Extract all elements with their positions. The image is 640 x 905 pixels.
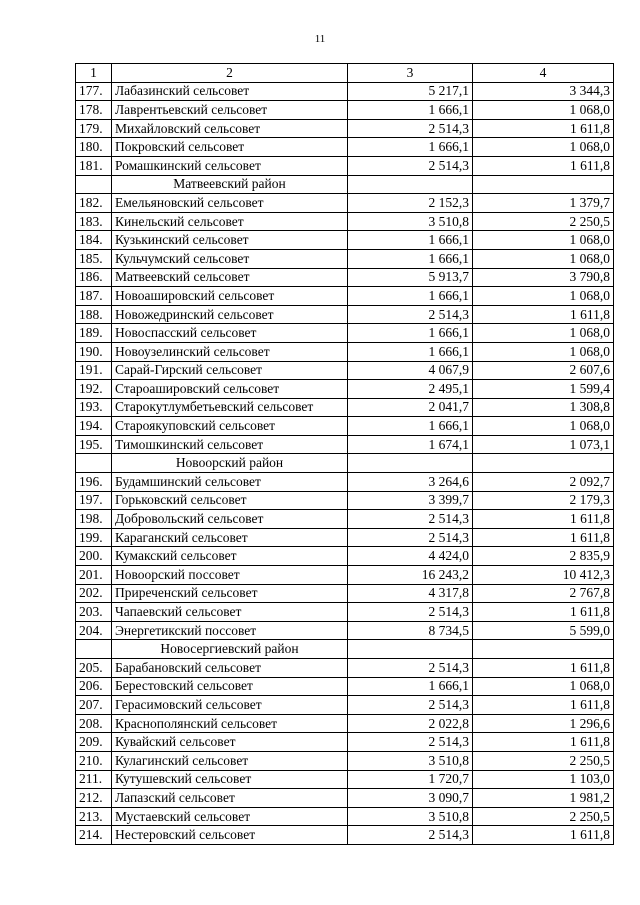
table-row bbox=[76, 398, 614, 417]
settlement-name: Чапаевский сельсовет bbox=[112, 603, 348, 622]
value-col4: 1 611,8 bbox=[473, 510, 614, 529]
row-number-cell bbox=[76, 454, 112, 473]
row-number: 187. bbox=[76, 287, 112, 306]
table-row bbox=[76, 194, 614, 213]
value-col4: 1 611,8 bbox=[473, 528, 614, 547]
row-number: 197. bbox=[76, 491, 112, 510]
settlement-name: Тимошкинский сельсовет bbox=[112, 435, 348, 454]
row-number: 204. bbox=[76, 621, 112, 640]
settlement-name: Михайловский сельсовет bbox=[112, 119, 348, 138]
district-header-row bbox=[76, 454, 614, 473]
value-col3: 5 913,7 bbox=[348, 268, 473, 287]
value-col3: 3 510,8 bbox=[348, 807, 473, 826]
settlement-name: Лапазский сельсовет bbox=[112, 789, 348, 808]
settlement-name: Герасимовский сельсовет bbox=[112, 696, 348, 715]
table-row bbox=[76, 435, 614, 454]
table-row bbox=[76, 287, 614, 306]
row-number: 182. bbox=[76, 194, 112, 213]
row-number: 194. bbox=[76, 417, 112, 436]
row-number: 198. bbox=[76, 510, 112, 529]
settlement-name: Лабазинский сельсовет bbox=[112, 82, 348, 101]
value-col4: 1 068,0 bbox=[473, 324, 614, 343]
district-header-row bbox=[76, 175, 614, 194]
table-row bbox=[76, 156, 614, 175]
settlement-name: Кульчумский сельсовет bbox=[112, 249, 348, 268]
row-number: 190. bbox=[76, 342, 112, 361]
value-col4: 1 296,6 bbox=[473, 714, 614, 733]
value-col3: 16 243,2 bbox=[348, 566, 473, 585]
table-row bbox=[76, 342, 614, 361]
row-number: 210. bbox=[76, 751, 112, 770]
table-row bbox=[76, 212, 614, 231]
settlement-name: Новоаширoвский сельсовет bbox=[112, 287, 348, 306]
value-col3: 3 399,7 bbox=[348, 491, 473, 510]
table-row bbox=[76, 826, 614, 845]
table-row bbox=[76, 547, 614, 566]
value-col4: 1 611,8 bbox=[473, 603, 614, 622]
settlement-name: Новоспасский сельсовет bbox=[112, 324, 348, 343]
settlement-name: Мустаевский сельсовет bbox=[112, 807, 348, 826]
table-body bbox=[76, 64, 614, 845]
value-col4-cell bbox=[473, 454, 614, 473]
value-col4: 1 308,8 bbox=[473, 398, 614, 417]
value-col4: 2 767,8 bbox=[473, 584, 614, 603]
value-col3: 1 666,1 bbox=[348, 249, 473, 268]
value-col3: 2 022,8 bbox=[348, 714, 473, 733]
value-col4: 3 344,3 bbox=[473, 82, 614, 101]
table-row bbox=[76, 770, 614, 789]
settlement-name: Кузькинский сельсовет bbox=[112, 231, 348, 250]
table-row bbox=[76, 305, 614, 324]
table-row bbox=[76, 119, 614, 138]
value-col3: 8 734,5 bbox=[348, 621, 473, 640]
settlement-name: Краснополянский сельсовет bbox=[112, 714, 348, 733]
value-col4: 1 611,8 bbox=[473, 156, 614, 175]
value-col3: 4 317,8 bbox=[348, 584, 473, 603]
table-row bbox=[76, 380, 614, 399]
district-name: Новосергиевский район bbox=[112, 640, 348, 659]
value-col3: 2 041,7 bbox=[348, 398, 473, 417]
settlement-name: Староаширoвский сельсовет bbox=[112, 380, 348, 399]
value-col3: 2 514,3 bbox=[348, 826, 473, 845]
value-col3: 2 514,3 bbox=[348, 659, 473, 678]
row-number: 207. bbox=[76, 696, 112, 715]
value-col3: 1 666,1 bbox=[348, 677, 473, 696]
row-number: 195. bbox=[76, 435, 112, 454]
district-name: Матвеевский район bbox=[112, 175, 348, 194]
value-col4: 1 611,8 bbox=[473, 659, 614, 678]
value-col4: 10 412,3 bbox=[473, 566, 614, 585]
page-number: 11 bbox=[314, 33, 326, 45]
settlement-name: Барабановский сельсовет bbox=[112, 659, 348, 678]
settlement-name: Горьковский сельсовет bbox=[112, 491, 348, 510]
value-col3: 2 514,3 bbox=[348, 603, 473, 622]
settlement-name: Староякуповский сельсовет bbox=[112, 417, 348, 436]
value-col4: 1 068,0 bbox=[473, 231, 614, 250]
column-header-2: 2 bbox=[112, 64, 348, 83]
row-number: 200. bbox=[76, 547, 112, 566]
table-row bbox=[76, 361, 614, 380]
row-number: 179. bbox=[76, 119, 112, 138]
value-col3: 1 666,1 bbox=[348, 287, 473, 306]
row-number: 193. bbox=[76, 398, 112, 417]
table-row bbox=[76, 101, 614, 120]
value-col3: 1 674,1 bbox=[348, 435, 473, 454]
value-col3: 2 514,3 bbox=[348, 733, 473, 752]
settlement-name: Старокутлумбетьевский сельсовет bbox=[112, 398, 348, 417]
value-col4: 1 981,2 bbox=[473, 789, 614, 808]
settlement-name: Кумакский сельсовет bbox=[112, 547, 348, 566]
value-col3: 1 666,1 bbox=[348, 231, 473, 250]
value-col4: 1 068,0 bbox=[473, 138, 614, 157]
value-col4: 1 611,8 bbox=[473, 733, 614, 752]
value-col4: 2 835,9 bbox=[473, 547, 614, 566]
value-col3: 2 514,3 bbox=[348, 510, 473, 529]
value-col4: 1 068,0 bbox=[473, 101, 614, 120]
table-row bbox=[76, 789, 614, 808]
table-row bbox=[76, 696, 614, 715]
value-col4-cell bbox=[473, 175, 614, 194]
value-col3: 2 514,3 bbox=[348, 119, 473, 138]
row-number: 202. bbox=[76, 584, 112, 603]
row-number: 177. bbox=[76, 82, 112, 101]
value-col4: 1 068,0 bbox=[473, 677, 614, 696]
value-col3: 3 264,6 bbox=[348, 473, 473, 492]
value-col3: 4 067,9 bbox=[348, 361, 473, 380]
table-row bbox=[76, 733, 614, 752]
row-number: 206. bbox=[76, 677, 112, 696]
settlement-name: Кутушевский сельсовет bbox=[112, 770, 348, 789]
value-col4: 2 092,7 bbox=[473, 473, 614, 492]
header-row bbox=[76, 64, 614, 83]
district-header-row bbox=[76, 640, 614, 659]
settlement-name: Кулагинский сельсовет bbox=[112, 751, 348, 770]
value-col4: 2 250,5 bbox=[473, 807, 614, 826]
table-row bbox=[76, 324, 614, 343]
value-col3: 3 510,8 bbox=[348, 751, 473, 770]
value-col4: 1 068,0 bbox=[473, 342, 614, 361]
row-number: 184. bbox=[76, 231, 112, 250]
value-col4: 2 250,5 bbox=[473, 751, 614, 770]
settlement-name: Караганский сельсовет bbox=[112, 528, 348, 547]
value-col3: 1 666,1 bbox=[348, 101, 473, 120]
value-col4-cell bbox=[473, 640, 614, 659]
value-col3: 3 510,8 bbox=[348, 212, 473, 231]
value-col4: 3 790,8 bbox=[473, 268, 614, 287]
settlement-name: Будамшинский сельсовет bbox=[112, 473, 348, 492]
row-number: 178. bbox=[76, 101, 112, 120]
value-col3: 2 514,3 bbox=[348, 528, 473, 547]
value-col3: 1 720,7 bbox=[348, 770, 473, 789]
settlement-name: Кувайский сельсовет bbox=[112, 733, 348, 752]
table-row bbox=[76, 603, 614, 622]
row-number: 181. bbox=[76, 156, 112, 175]
table-row bbox=[76, 231, 614, 250]
column-header-1: 1 bbox=[76, 64, 112, 83]
table-row bbox=[76, 566, 614, 585]
value-col4: 1 379,7 bbox=[473, 194, 614, 213]
value-col3: 2 514,3 bbox=[348, 696, 473, 715]
value-col3: 4 424,0 bbox=[348, 547, 473, 566]
settlement-name: Нестеровский сельсовет bbox=[112, 826, 348, 845]
settlement-name: Добровольский сельсовет bbox=[112, 510, 348, 529]
value-col3: 3 090,7 bbox=[348, 789, 473, 808]
table-row bbox=[76, 473, 614, 492]
allocation-table bbox=[75, 63, 614, 845]
row-number-cell bbox=[76, 640, 112, 659]
row-number: 209. bbox=[76, 733, 112, 752]
value-col3: 2 514,3 bbox=[348, 156, 473, 175]
table-row bbox=[76, 268, 614, 287]
table-row bbox=[76, 417, 614, 436]
table-row bbox=[76, 138, 614, 157]
row-number: 180. bbox=[76, 138, 112, 157]
settlement-name: Новожедринский сельсовет bbox=[112, 305, 348, 324]
value-col4: 1 068,0 bbox=[473, 249, 614, 268]
table-row bbox=[76, 659, 614, 678]
value-col4: 1 611,8 bbox=[473, 119, 614, 138]
value-col4: 1 068,0 bbox=[473, 287, 614, 306]
row-number: 196. bbox=[76, 473, 112, 492]
value-col3-cell bbox=[348, 640, 473, 659]
district-name: Новоорский район bbox=[112, 454, 348, 473]
row-number: 185. bbox=[76, 249, 112, 268]
table-row bbox=[76, 751, 614, 770]
value-col4: 1 611,8 bbox=[473, 826, 614, 845]
value-col3: 5 217,1 bbox=[348, 82, 473, 101]
value-col4: 1 068,0 bbox=[473, 417, 614, 436]
settlement-name: Берестовский сельсовет bbox=[112, 677, 348, 696]
row-number: 199. bbox=[76, 528, 112, 547]
table-row bbox=[76, 584, 614, 603]
row-number: 192. bbox=[76, 380, 112, 399]
settlement-name: Приреченский сельсовет bbox=[112, 584, 348, 603]
row-number: 183. bbox=[76, 212, 112, 231]
table-row bbox=[76, 528, 614, 547]
row-number: 213. bbox=[76, 807, 112, 826]
settlement-name: Матвеевский сельсовет bbox=[112, 268, 348, 287]
row-number: 214. bbox=[76, 826, 112, 845]
table-row bbox=[76, 677, 614, 696]
value-col4: 1 599,4 bbox=[473, 380, 614, 399]
table-row bbox=[76, 621, 614, 640]
table-row bbox=[76, 249, 614, 268]
row-number: 191. bbox=[76, 361, 112, 380]
value-col3: 1 666,1 bbox=[348, 324, 473, 343]
value-col4: 1 103,0 bbox=[473, 770, 614, 789]
column-header-3: 3 bbox=[348, 64, 473, 83]
row-number-cell bbox=[76, 175, 112, 194]
settlement-name: Кинельский сельсовет bbox=[112, 212, 348, 231]
value-col4: 1 611,8 bbox=[473, 305, 614, 324]
table-row bbox=[76, 714, 614, 733]
column-header-4: 4 bbox=[473, 64, 614, 83]
table-row bbox=[76, 491, 614, 510]
settlement-name: Новоорский поссовет bbox=[112, 566, 348, 585]
row-number: 189. bbox=[76, 324, 112, 343]
value-col3: 1 666,1 bbox=[348, 342, 473, 361]
row-number: 205. bbox=[76, 659, 112, 678]
settlement-name: Энергетикский поссовет bbox=[112, 621, 348, 640]
value-col3-cell bbox=[348, 175, 473, 194]
row-number: 203. bbox=[76, 603, 112, 622]
settlement-name: Сарай-Гирский сельсовет bbox=[112, 361, 348, 380]
value-col3: 1 666,1 bbox=[348, 417, 473, 436]
value-col4: 1 073,1 bbox=[473, 435, 614, 454]
value-col4: 2 607,6 bbox=[473, 361, 614, 380]
value-col3: 2 152,3 bbox=[348, 194, 473, 213]
value-col4: 1 611,8 bbox=[473, 696, 614, 715]
row-number: 186. bbox=[76, 268, 112, 287]
table-row bbox=[76, 807, 614, 826]
value-col4: 2 250,5 bbox=[473, 212, 614, 231]
settlement-name: Лаврентьевский сельсовет bbox=[112, 101, 348, 120]
settlement-name: Емельяновский сельсовет bbox=[112, 194, 348, 213]
value-col4: 2 179,3 bbox=[473, 491, 614, 510]
table-row bbox=[76, 82, 614, 101]
value-col3: 2 514,3 bbox=[348, 305, 473, 324]
value-col3: 1 666,1 bbox=[348, 138, 473, 157]
settlement-name: Новоузелинский сельсовет bbox=[112, 342, 348, 361]
value-col3-cell bbox=[348, 454, 473, 473]
row-number: 212. bbox=[76, 789, 112, 808]
row-number: 208. bbox=[76, 714, 112, 733]
settlement-name: Покровский сельсовет bbox=[112, 138, 348, 157]
table-row bbox=[76, 510, 614, 529]
row-number: 201. bbox=[76, 566, 112, 585]
value-col3: 2 495,1 bbox=[348, 380, 473, 399]
row-number: 211. bbox=[76, 770, 112, 789]
settlement-name: Ромашкинский сельсовет bbox=[112, 156, 348, 175]
value-col4: 5 599,0 bbox=[473, 621, 614, 640]
row-number: 188. bbox=[76, 305, 112, 324]
